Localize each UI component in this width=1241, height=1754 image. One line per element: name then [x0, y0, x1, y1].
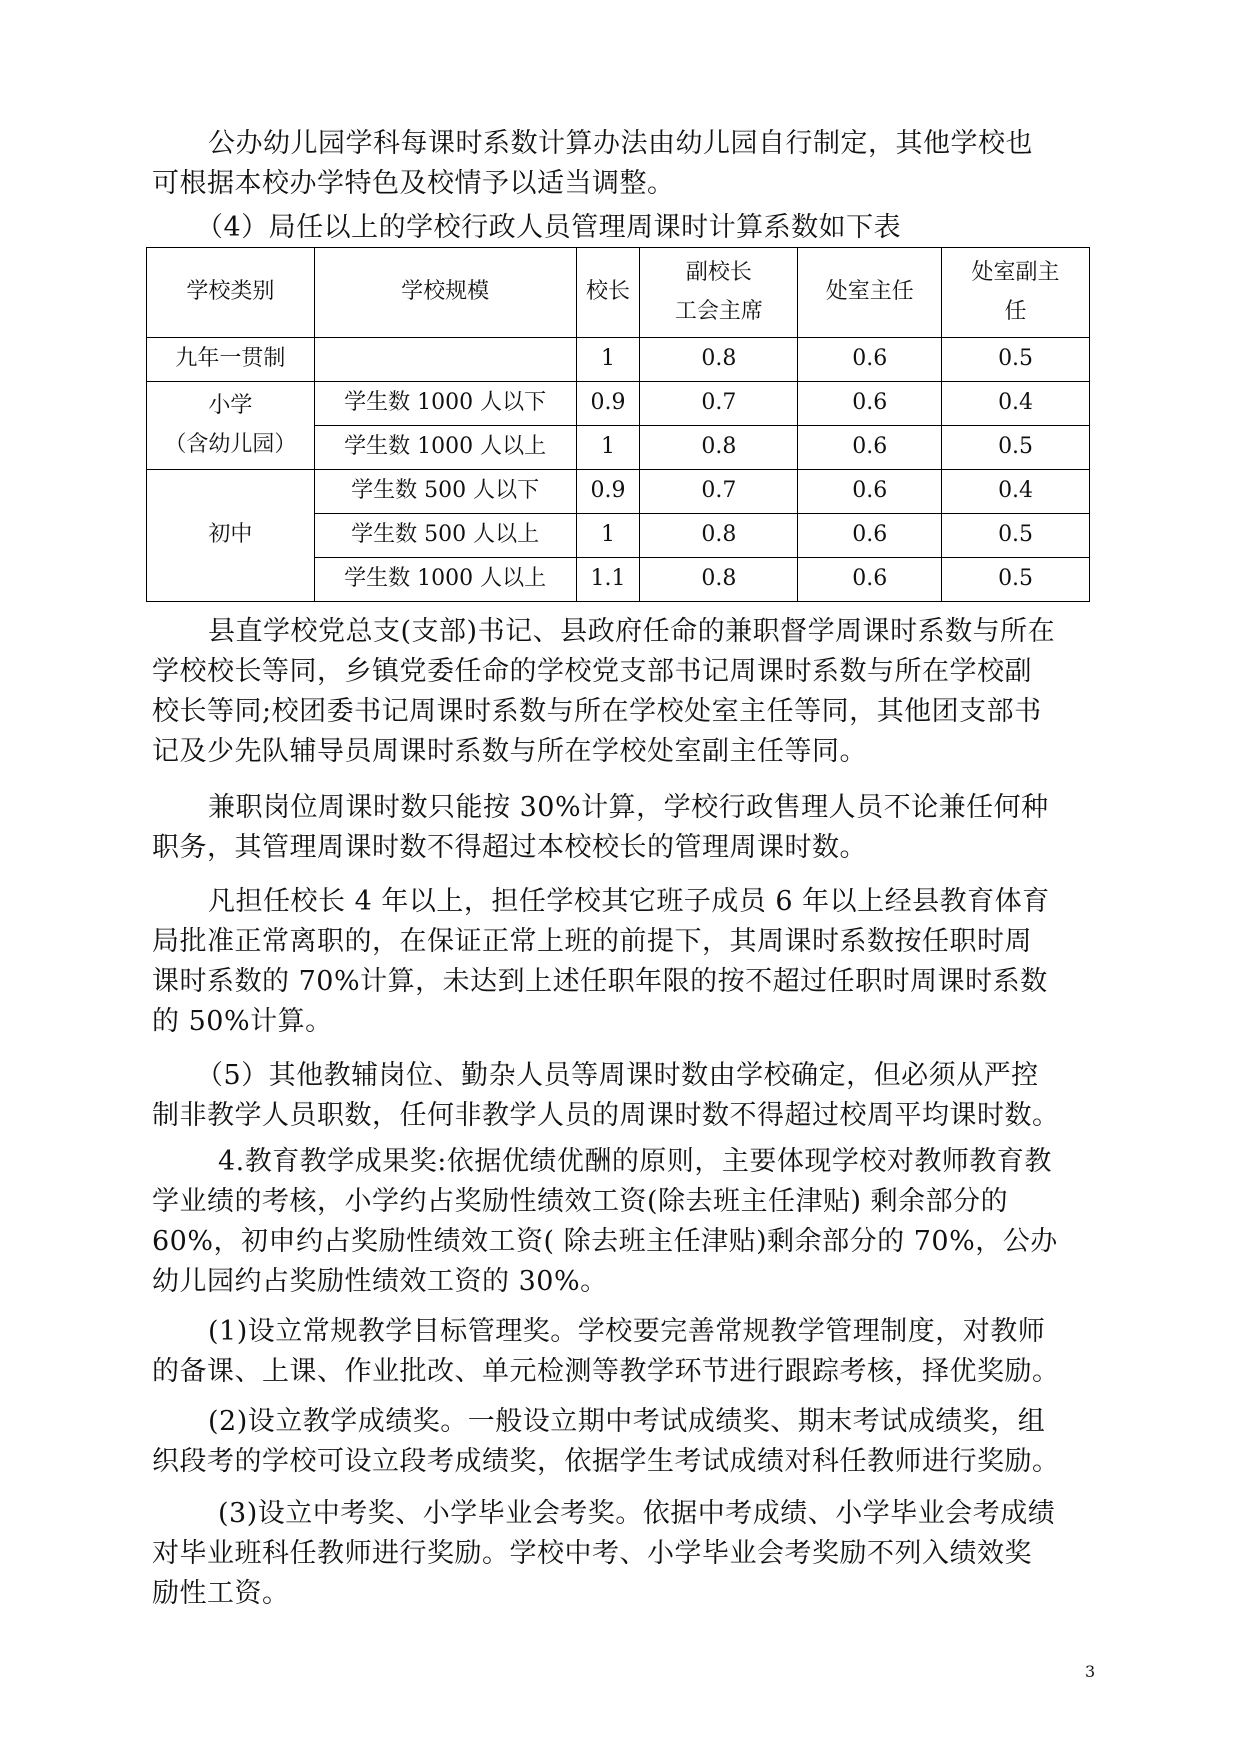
- cell-principal: 1: [576, 338, 640, 382]
- cell-director: 0.6: [798, 514, 942, 558]
- cell-vice: 0.8: [640, 338, 798, 382]
- paragraph-line: 凡担任校长 4 年以上，担任学校其它班子成员 6 年以上经县教育体育: [208, 886, 1050, 917]
- cell-principal: 1.1: [576, 558, 640, 602]
- cell-director: 0.6: [798, 470, 942, 514]
- paragraph-line: 县直学校党总支(支部)书记、县政府任命的兼职督学周课时系数与所在: [208, 616, 1056, 647]
- paragraph-line: 记及少先队辅导员周课时系数与所在学校处室副主任等同。: [152, 736, 867, 767]
- cell-deputy: 0.4: [942, 470, 1090, 514]
- cell-school-scale: 学生数 500 人以下: [314, 470, 576, 514]
- cell-principal: 0.9: [576, 382, 640, 426]
- cell-school-type: 九年一贯制: [147, 338, 315, 382]
- table-caption: （4）局任以上的学校行政人员管理周课时计算系数如下表: [196, 212, 902, 243]
- paragraph-line: （5）其他教辅岗位、勤杂人员等周课时数由学校确定，但必须从严控: [196, 1060, 1039, 1091]
- page-number: 3: [1085, 1662, 1096, 1681]
- paragraph-line: 公办幼儿园学科每课时系数计算办法由幼儿园自行制定，其他学校也: [208, 128, 1033, 159]
- header-vice-line1: 副校长: [685, 260, 752, 285]
- table-row: [147, 382, 1090, 426]
- header-vice-principal: [640, 248, 798, 338]
- cell-director: 0.6: [798, 338, 942, 382]
- cell-school-type: 初中: [147, 470, 315, 602]
- header-school-scale: 学校规模: [314, 248, 576, 338]
- header-principal: 校长: [576, 248, 640, 338]
- paragraph-line: 的 50%计算。: [152, 1006, 333, 1037]
- paragraph-line: 制非教学人员职数，任何非教学人员的周课时数不得超过校周平均课时数。: [152, 1100, 1060, 1131]
- cell-principal: 1: [576, 426, 640, 470]
- cell-school-scale: 学生数 1000 人以上: [314, 558, 576, 602]
- cell-school-scale: 学生数 1000 人以下: [314, 382, 576, 426]
- paragraph-line: 对毕业班科任教师进行奖励。学校中考、小学毕业会考奖励不列入绩效奖: [152, 1538, 1032, 1569]
- cell-deputy: 0.5: [942, 514, 1090, 558]
- paragraph-line: 学业绩的考核，小学约占奖励性绩效工资(除去班主任津贴) 剩余部分的: [152, 1186, 1009, 1217]
- paragraph-line: 的备课、上课、作业批改、单元检测等教学环节进行跟踪考核，择优奖励。: [152, 1356, 1060, 1387]
- paragraph-line: 学校校长等同，乡镇党委任命的学校党支部书记周课时系数与所在学校副: [152, 656, 1032, 687]
- cell-vice: 0.8: [640, 426, 798, 470]
- cell-principal: 1: [576, 514, 640, 558]
- paragraph-line: 兼职岗位周课时数只能按 30%计算，学校行政售理人员不论兼任何种: [208, 792, 1049, 823]
- paragraph-line: 织段考的学校可设立段考成绩奖，依据学生考试成绩对科任教师进行奖励。: [152, 1446, 1060, 1477]
- cell-director: 0.6: [798, 382, 942, 426]
- cell-deputy: 0.4: [942, 382, 1090, 426]
- table-row: [147, 338, 1090, 382]
- paragraph-line: (2)设立教学成绩奖。一般设立期中考试成绩奖、期末考试成绩奖，组: [208, 1406, 1046, 1437]
- paragraph-line: 职务，其管理周课时数不得超过本校校长的管理周课时数。: [152, 832, 867, 863]
- cell-director: 0.6: [798, 426, 942, 470]
- cell-vice: 0.8: [640, 514, 798, 558]
- admin-coefficient-table: [146, 247, 1090, 602]
- header-school-type: 学校类别: [147, 248, 315, 338]
- paragraph-line: (3)设立中考奖、小学毕业会考奖。依据中考成绩、小学毕业会考成绩: [218, 1498, 1056, 1529]
- paragraph-line: 4.教育教学成果奖:依据优绩优酬的原则，主要体现学校对教师教育教: [218, 1146, 1052, 1177]
- cell-vice: 0.7: [640, 470, 798, 514]
- paragraph-line: 励性工资。: [152, 1578, 290, 1609]
- paragraph-line: 60%，初申约占奖励性绩效工资( 除去班主任津贴)剩余部分的 70%，公办: [152, 1226, 1058, 1257]
- cell-vice: 0.8: [640, 558, 798, 602]
- header-deputy-line1: 处室副主: [971, 260, 1060, 285]
- cell-vice: 0.7: [640, 382, 798, 426]
- header-deputy-line2: 任: [1004, 298, 1027, 324]
- table-header-row: [147, 248, 1090, 338]
- cell-deputy: 0.5: [942, 338, 1090, 382]
- paragraph-line: (1)设立常规教学目标管理奖。学校要完善常规教学管理制度，对教师: [208, 1316, 1046, 1347]
- cell-deputy: 0.5: [942, 426, 1090, 470]
- header-vice-line2: 工会主席: [674, 298, 763, 324]
- cell-school-scale: [314, 338, 576, 382]
- type-line2: （含幼儿园）: [164, 431, 297, 457]
- cell-deputy: 0.5: [942, 558, 1090, 602]
- table-row: [147, 470, 1090, 514]
- header-deputy-director: [942, 248, 1090, 338]
- paragraph-line: 可根据本校办学特色及校情予以适当调整。: [152, 168, 675, 199]
- cell-school-scale: 学生数 500 人以上: [314, 514, 576, 558]
- paragraph-line: 校长等同;校团委书记周课时系数与所在学校处室主任等同，其他团支部书: [152, 696, 1042, 727]
- paragraph-line: 局批准正常离职的，在保证正常上班的前提下，其周课时系数按任职时周: [152, 926, 1032, 957]
- paragraph-line: 课时系数的 70%计算，未达到上述任职年限的按不超过任职时周课时系数: [152, 966, 1048, 997]
- cell-principal: 0.9: [576, 470, 640, 514]
- paragraph-line: 幼儿园约占奖励性绩效工资的 30%。: [152, 1266, 608, 1297]
- type-line1: 小学: [208, 393, 253, 418]
- header-director: 处室主任: [798, 248, 942, 338]
- cell-director: 0.6: [798, 558, 942, 602]
- cell-school-type: [147, 382, 315, 470]
- cell-school-scale: 学生数 1000 人以上: [314, 426, 576, 470]
